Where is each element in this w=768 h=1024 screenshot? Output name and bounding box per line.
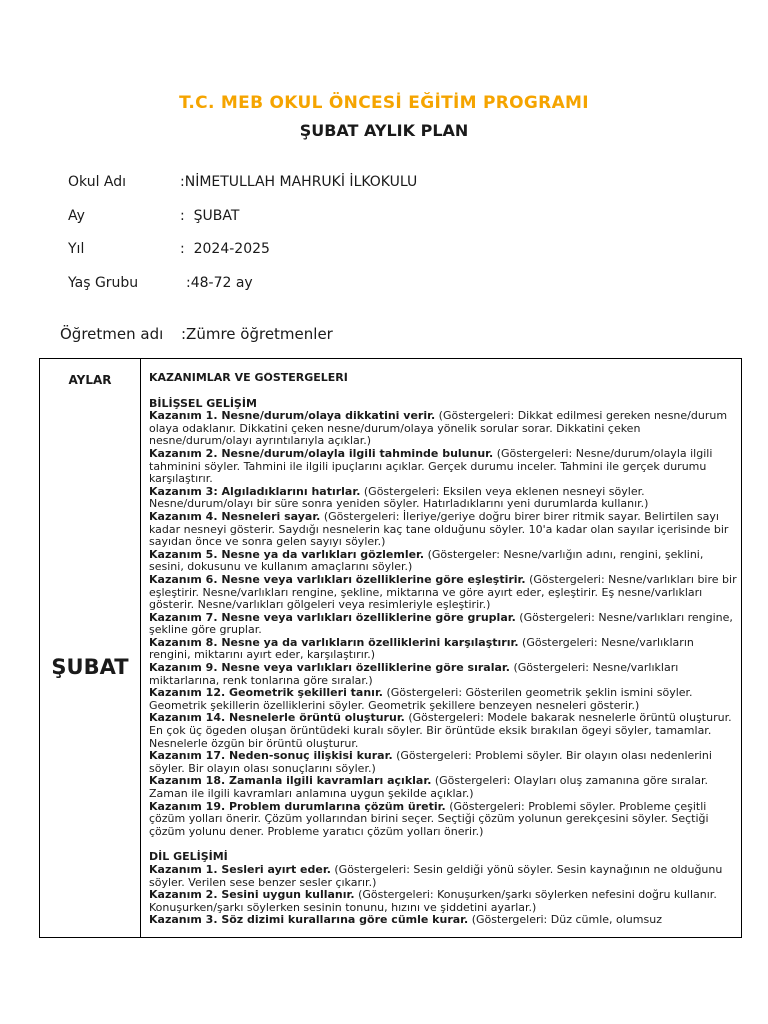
outcome-indicators: (Göstergeleri: Düz cümle, olumsuz: [468, 913, 662, 927]
outcome-indicators: (Göstergeleri: Problemi söyler. Probleme çeşitli çözüm yolları önerir. Çözüm yollarından birini seçer. Seçtiği çözüm yolunun gerekçesini söyler. Seçtiği çözüm yolunu dener. Probleme yaratıcı çözüm yolları önerir.): [149, 799, 709, 838]
outcome-title: Kazanım 14. Nesnelerle örüntü oluşturur.: [149, 711, 405, 725]
outcome-title: Kazanım 3: Algıladıklarını hatırlar.: [149, 484, 361, 498]
month-name: ŞUBAT: [51, 655, 129, 679]
outcome-title: Kazanım 6. Nesne veya varlıkları özelliklerine göre eşleştirir.: [149, 572, 526, 586]
info-age-label: Yaş Grubu: [68, 275, 139, 291]
outcome-title: Kazanım 2. Sesini uygun kullanır.: [149, 888, 355, 902]
outcome-title: Kazanım 5. Nesne ya da varlıkları gözlemler.: [149, 547, 425, 561]
outcome-indicators: (Göstergeleri: Nesne/varlıkların rengini, miktarını ayırt eder, karşılaştırır.): [149, 635, 694, 662]
outcome-title: Kazanım 19. Problem durumlarına çözüm üretir.: [149, 799, 446, 813]
outcome-item: [149, 486, 737, 511]
months-header: AYLAR: [68, 373, 112, 387]
outcome-title: Kazanım 2. Nesne/durum/olayla ilgili tahminde bulunur.: [149, 446, 494, 460]
info-year-value: : 2024-2025: [180, 241, 270, 257]
document-subtitle: ŞUBAT AYLIK PLAN: [299, 121, 469, 140]
outcome-item: [149, 662, 737, 687]
outcome-item: [149, 612, 737, 637]
outcome-indicators: (Göstergeleri: Nesne/varlıkları bire bir eşleştirir. Nesne/varlıkları rengine, şekline, miktarına ve göre ayırt eder, eşleştirir. Eş nesne/varlıkları gösterir. Nesne/varlıkları gölgeleri veya resimleriyle eşleştirir.): [149, 572, 737, 612]
info-school-label: Okul Adı: [68, 174, 127, 190]
outcome-item: [149, 410, 737, 448]
info-teacher-label: Öğretmen adı: [60, 325, 164, 343]
info-school-value: :NİMETULLAH MAHRUKİ İLKOKULU: [180, 174, 418, 190]
outcome-indicators: (Göstergeleri: Olayları oluş zamanına göre sıralar. Zaman ile ilgili kavramları anlamına uygun şekilde açıklar.): [149, 774, 709, 800]
outcome-indicators: (Göstergeleri: Dikkat edilmesi gereken nesne/durum olaya odaklanır. Dikkatini çeken nesne/durum/olaya yönelik sorular sorar. Dikkatini çeken nesne/durum/olayı ayrıntılarıyla açıklar.): [149, 409, 728, 448]
section-title: BİLİŞSEL GELİŞİM: [149, 396, 257, 410]
info-age: [68, 275, 253, 323]
outcome-item: [149, 637, 737, 662]
outcome-indicators: (Göstergeleri: Nesne/varlıkları miktarlarına, renk tonlarına göre sıralar.): [149, 661, 679, 687]
outcome-indicators: (Göstergeler: Nesne/varlığın adını, rengini, şeklini, sesini, dokusunu ve kullanım amaçlarını söyler.): [149, 547, 704, 574]
outcome-indicators: (Göstergeleri: Problemi söyler. Bir olayın olası nedenlerini söyler. Bir olayın olası sonuçlarını söyler.): [149, 749, 712, 775]
outcome-title: Kazanım 1. Sesleri ayırt eder.: [149, 862, 331, 876]
month-column: [40, 359, 141, 938]
outcome-indicators: (Göstergeleri: Konuşurken/şarkı söylerken nefesini doğru kullanır. Konuşurken/şarkı söylerken sesinin tonunu, hızını ve şiddetini ayarlar.): [149, 888, 717, 914]
outcome-title: Kazanım 8. Nesne ya da varlıkların özelliklerini karşılaştırır.: [149, 635, 519, 649]
outcome-item: [149, 750, 737, 775]
outcome-indicators: (Göstergeleri: Gösterilen geometrik şeklin ismini söyler. Geometrik şekillerin özelliklerini söyler. Geometrik şekillere benzeyen nesneleri gösterir.): [149, 686, 693, 712]
outcomes-header: KAZANIMLAR VE GÖSTERGELERİ: [149, 372, 348, 384]
section-title: DİL GELİŞİMİ: [149, 850, 228, 864]
content-column: [141, 359, 742, 938]
outcome-item: [149, 712, 737, 750]
outcome-item: [149, 687, 737, 712]
outcome-item: [149, 889, 737, 914]
outcome-item: [149, 914, 737, 927]
outcome-item: [149, 775, 737, 800]
outcome-title: Kazanım 1. Nesne/durum/olaya dikkatini verir.: [149, 409, 436, 423]
outcome-indicators: (Göstergeleri: İleriye/geriye doğru birer birer ritmik sayar. Belirtilen sayı kadar nesneyi gösterir. Saydığı nesnelerin kaç tane olduğunu söyler. 10'a kadar olan sayılar içerisinde bir sayıdan önce ve sonra gelen sayıyı söyler.): [149, 509, 729, 549]
info-age-value: :48-72 ay: [186, 275, 253, 291]
outcome-item: [149, 448, 737, 486]
outcome-indicators: (Göstergeleri: Nesne/durum/olayla ilgili tahminini söyler. Tahmini ile ilgili ipuçlarını açıklar. Gerçek durumu inceler. Tahmini ile gerçek durumu karşılaştırır.: [149, 446, 713, 486]
outcome-indicators: (Göstergeleri: Sesin geldiği yönü söyler. Sesin kaynağının ne olduğunu söyler. Verilen sese benzer sesler çıkarır.): [149, 862, 723, 889]
outcome-item: [149, 574, 737, 612]
outcome-indicators: (Göstergeleri: Modele bakarak nesnelerle örüntü oluşturur. En çok üç ögeden oluşan örüntüdeki kuralı söyler. Bir örüntüde eksik bırakılan ögeyi söyler, tamamlar. Nesnelerle özgün bir örüntü oluşturur.: [149, 711, 732, 750]
outcome-item: [149, 801, 737, 839]
outcome-title: Kazanım 9. Nesne veya varlıkları özelliklerine göre sıralar.: [149, 661, 510, 675]
outcome-item: [149, 864, 737, 889]
info-year-label: Yıl: [68, 241, 85, 257]
outcome-item: [149, 511, 737, 549]
outcome-indicators: (Göstergeleri: Nesne/varlıkları rengine, şekline göre gruplar.: [149, 610, 733, 637]
outcomes-content: [149, 372, 737, 937]
outcome-title: Kazanım 7. Nesne veya varlıkları özelliklerine göre gruplar.: [149, 610, 516, 624]
outcome-indicators: (Göstergeleri: Eksilen veya eklenen nesneyi söyler. Nesne/durum/olayı bir süre sonra yeniden söyler. Hatırladıklarını yeni durumlarda kullanır.): [149, 484, 649, 511]
document-title: T.C. MEB OKUL ÖNCESİ EĞİTİM PROGRAMI: [179, 93, 589, 113]
outcome-title: Kazanım 17. Neden-sonuç ilişkisi kurar.: [149, 749, 393, 763]
info-month-value: : ŞUBAT: [180, 208, 240, 224]
outcome-title: Kazanım 3. Söz dizimi kurallarına göre cümle kurar.: [149, 913, 469, 927]
info-teacher-value: :Zümre öğretmenler: [181, 325, 333, 343]
outcome-title: Kazanım 18. Zamanla ilgili kavramları açıklar.: [149, 774, 432, 788]
info-month-label: Ay: [68, 208, 85, 224]
outcome-title: Kazanım 4. Nesneleri sayar.: [149, 509, 321, 523]
outcome-title: Kazanım 12. Geometrik şekilleri tanır.: [149, 686, 383, 700]
plan-table: [39, 358, 742, 938]
outcome-item: [149, 549, 737, 574]
